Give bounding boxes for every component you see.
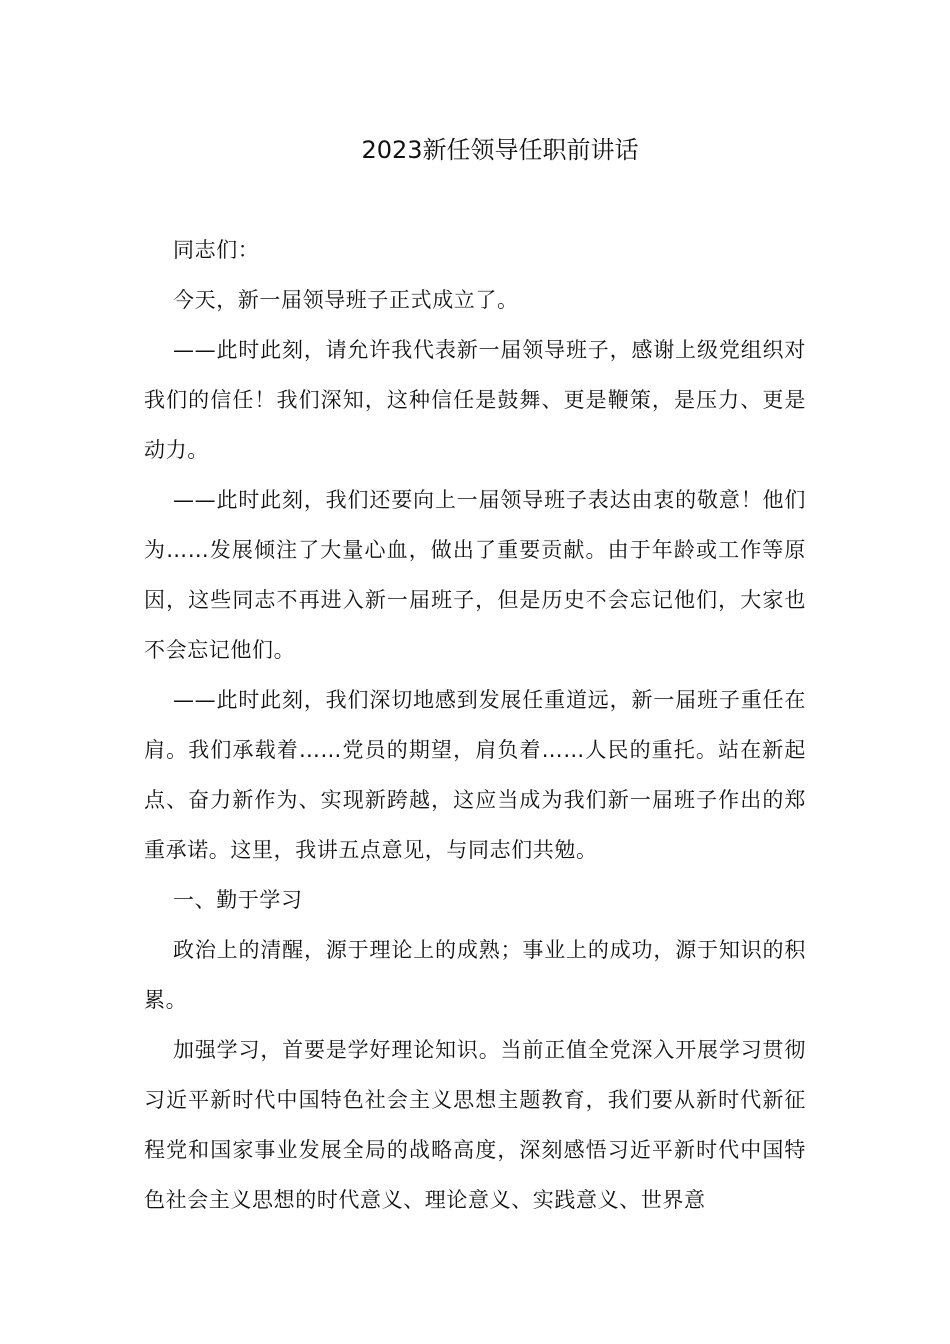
section-heading: 一、勤于学习 — [173, 888, 303, 912]
body-paragraph: ——此时此刻，我们深切地感到发展任重道远，新一届班子重任在肩。我们承载着……党员的期望，肩负着……人民的重托。站在新起点、奋力新作为、实现新跨越，这应当成为我们新一届班子作出的郑重承诺。这里，我讲五点意见，与同志们共勉。 — [144, 688, 806, 862]
body-paragraph: ——此时此刻，请允许我代表新一届领导班子，感谢上级党组织对我们的信任！我们深知，这种信任是鼓舞、更是鞭策，是压力、更是动力。 — [144, 338, 806, 462]
document-body — [144, 225, 806, 1225]
body-paragraph: 加强学习，首要是学好理论知识。当前正值全党深入开展学习贯彻习近平新时代中国特色社会主义思想主题教育，我们要从新时代新征程党和国家事业发展全局的战略高度，深刻感悟习近平新时代中国特色社会主义思想的时代意义、理论意义、实践意义、世界意 — [144, 1038, 806, 1212]
body-paragraph: 政治上的清醒，源于理论上的成熟；事业上的成功，源于知识的积累。 — [144, 938, 806, 1012]
body-paragraph: ——此时此刻，我们还要向上一届领导班子表达由衷的敬意！他们为……发展倾注了大量心血，做出了重要贡献。由于年龄或工作等原因，这些同志不再进入新一届班子，但是历史不会忘记他们，大家也不会忘记他们。 — [144, 488, 806, 662]
body-paragraph: 今天，新一届领导班子正式成立了。 — [173, 288, 519, 312]
document-title: 2023新任领导任职前讲话 — [361, 136, 639, 164]
salutation-paragraph: 同志们： — [173, 238, 260, 262]
